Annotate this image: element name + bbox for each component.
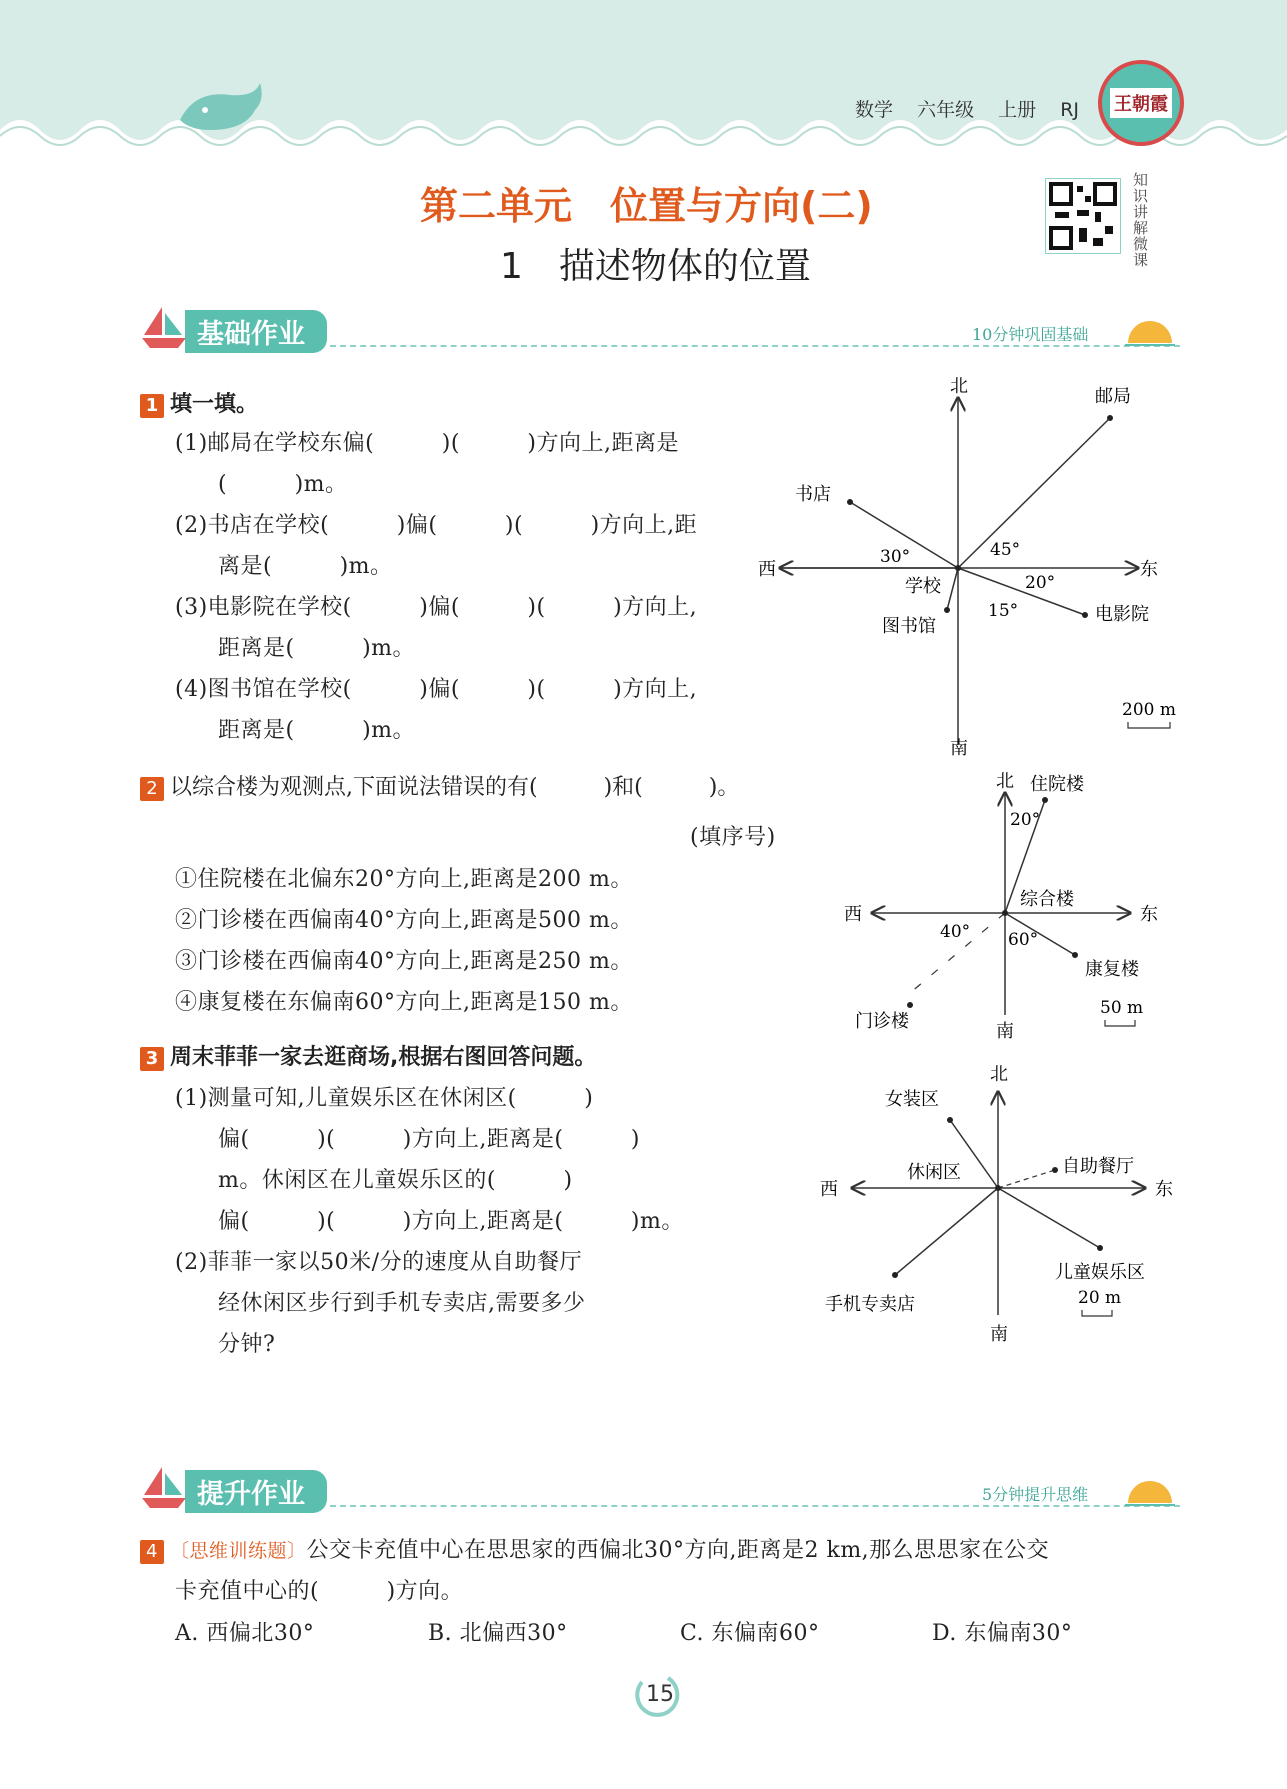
buffet-line xyxy=(998,1170,1055,1188)
label-south: 南 xyxy=(950,738,968,759)
q2-option: ③门诊楼在西偏南40°方向上,距离是250 m。 xyxy=(175,949,633,974)
q1-title-text: 填一填。 xyxy=(170,392,259,417)
inpatient-point xyxy=(1042,797,1048,803)
q4-line-2: 卡充值中心的( )方向。 xyxy=(175,1579,464,1604)
q1-line: 离是( )m。 xyxy=(218,554,393,579)
angle-15: 15° xyxy=(988,601,1019,621)
sailboat-icon xyxy=(140,1465,188,1510)
womens-wear-point xyxy=(947,1117,953,1123)
label-inpatient: 住院楼 xyxy=(1030,774,1084,795)
qr-code-icon[interactable] xyxy=(1045,178,1121,254)
center-point xyxy=(1002,910,1008,916)
section-basic-label: 基础作业 xyxy=(185,310,327,353)
label-east: 东 xyxy=(1155,1179,1173,1200)
q3-compass-diagram xyxy=(810,1060,1190,1350)
q2-option: ①住院楼在北偏东20°方向上,距离是200 m。 xyxy=(175,867,633,892)
scale-label: 200 m xyxy=(1122,700,1176,720)
q3-title-text: 周末菲菲一家去逛商场,根据右图回答问题。 xyxy=(170,1045,597,1070)
label-rehab: 康复楼 xyxy=(1085,959,1139,980)
label-south: 南 xyxy=(990,1324,1008,1345)
q4-line-1 xyxy=(140,1533,1049,1564)
q4-choice-a: A. 西偏北30° xyxy=(175,1621,315,1646)
page-number: 15 xyxy=(646,1682,674,1707)
phone-store-point xyxy=(892,1272,898,1278)
post-office-point xyxy=(1107,415,1113,421)
label-school: 学校 xyxy=(905,576,941,597)
post-office-line xyxy=(958,418,1110,568)
q4-number: 4 xyxy=(140,1540,164,1564)
label-buffet: 自助餐厅 xyxy=(1062,1156,1134,1177)
angle-60: 60° xyxy=(1008,930,1039,950)
library-line xyxy=(947,568,958,610)
q1-line: (4)图书馆在学校( )偏( )( )方向上, xyxy=(175,677,698,702)
section-advanced-divider xyxy=(330,1505,1180,1507)
q2-title-text: 以综合楼为观测点,下面说法错误的有( )和( )。 xyxy=(170,775,740,800)
sailboat-icon xyxy=(140,305,188,350)
rehab-point xyxy=(1072,952,1078,958)
label-bookstore: 书店 xyxy=(795,484,831,505)
school-point xyxy=(955,565,961,571)
label-kids-zone: 儿童娱乐区 xyxy=(1055,1262,1145,1283)
label-outpatient: 门诊楼 xyxy=(855,1011,909,1032)
q3-line: 偏( )( )方向上,距离是( )m。 xyxy=(218,1209,684,1234)
angle-45: 45° xyxy=(990,540,1021,560)
label-east: 东 xyxy=(1140,559,1158,580)
scale-label: 50 m xyxy=(1100,998,1144,1018)
q3-title xyxy=(140,1040,596,1071)
book-info xyxy=(855,95,1097,122)
q1-line: (1)邮局在学校东偏( )( )方向上,距离是 xyxy=(175,431,679,456)
label-womens-wear: 女装区 xyxy=(885,1089,939,1110)
sunset-icon xyxy=(1125,318,1175,348)
q1-line: 距离是( )m。 xyxy=(218,636,416,661)
scale-bar xyxy=(1128,722,1170,728)
qr-label: 知识讲解微课 xyxy=(1131,172,1149,268)
q2-number: 2 xyxy=(140,777,164,801)
whale-icon xyxy=(175,75,275,135)
section-advanced-time: 5分钟提升思维 xyxy=(982,1485,1089,1504)
q3-line: (2)菲菲一家以50米/分的速度从自助餐厅 xyxy=(175,1250,583,1275)
q3-line: (1)测量可知,儿童娱乐区在休闲区( ) xyxy=(175,1086,594,1111)
angle-20: 20° xyxy=(1025,573,1056,593)
q1-line: ( )m。 xyxy=(218,472,348,497)
label-north: 北 xyxy=(950,376,968,397)
label-phone-store: 手机专卖店 xyxy=(825,1294,915,1315)
label-west: 西 xyxy=(844,904,862,925)
q1-title xyxy=(140,387,258,418)
label-east: 东 xyxy=(1140,904,1158,925)
label-north: 北 xyxy=(996,771,1014,792)
angle-40: 40° xyxy=(940,922,971,942)
q1-line: 距离是( )m。 xyxy=(218,718,416,743)
q1-number: 1 xyxy=(140,394,164,418)
q3-line: m。休闲区在儿童娱乐区的( ) xyxy=(218,1168,573,1193)
volume: 上册 xyxy=(998,99,1037,121)
scale-bar xyxy=(1082,1310,1112,1316)
lesson-title: 1 描述物体的位置 xyxy=(500,246,811,287)
label-cinema: 电影院 xyxy=(1095,604,1149,625)
q3-line: 经休闲区步行到手机专卖店,需要多少 xyxy=(218,1291,586,1316)
label-center: 休闲区 xyxy=(907,1162,961,1183)
label-library: 图书馆 xyxy=(882,616,936,637)
q2-title xyxy=(140,770,739,801)
q4-text-1: 公交卡充值中心在思思家的西偏北30°方向,距离是2 km,那么思思家在公交 xyxy=(306,1538,1050,1563)
q3-line: 分钟? xyxy=(218,1332,276,1357)
q1-compass-diagram xyxy=(740,370,1180,760)
angle-30: 30° xyxy=(880,547,911,567)
brand-name: 王朝霞 xyxy=(1110,88,1172,118)
label-west: 西 xyxy=(820,1179,838,1200)
q4-choice-c: C. 东偏南60° xyxy=(680,1621,820,1646)
edition: RJ xyxy=(1060,99,1079,121)
q2-compass-diagram xyxy=(830,765,1170,1055)
q4-choice-d: D. 东偏南30° xyxy=(932,1621,1073,1646)
q3-number: 3 xyxy=(140,1047,164,1071)
q4-choice-b: B. 北偏西30° xyxy=(428,1621,568,1646)
q2-option: ④康复楼在东偏南60°方向上,距离是150 m。 xyxy=(175,990,633,1015)
label-center: 综合楼 xyxy=(1020,889,1074,910)
q2-option: ②门诊楼在西偏南40°方向上,距离是500 m。 xyxy=(175,908,633,933)
q3-line: 偏( )( )方向上,距离是( ) xyxy=(218,1127,640,1152)
q1-line: (2)书店在学校( )偏( )( )方向上,距 xyxy=(175,513,698,538)
kids-zone-point xyxy=(1097,1245,1103,1251)
buffet-point xyxy=(1052,1167,1058,1173)
q1-line: (3)电影院在学校( )偏( )( )方向上, xyxy=(175,595,698,620)
cinema-point xyxy=(1082,612,1088,618)
cinema-line xyxy=(958,568,1085,615)
brand-logo xyxy=(1098,60,1184,146)
angle-20: 20° xyxy=(1010,810,1041,830)
scale-bar xyxy=(1105,1020,1135,1026)
section-basic-divider xyxy=(330,345,1180,347)
subject: 数学 xyxy=(855,99,894,121)
bookstore-point xyxy=(847,499,853,505)
section-advanced-label: 提升作业 xyxy=(185,1470,327,1513)
label-west: 西 xyxy=(758,559,776,580)
center-point xyxy=(995,1185,1001,1191)
label-post-office: 邮局 xyxy=(1095,386,1131,407)
section-basic-time: 10分钟巩固基础 xyxy=(972,325,1089,344)
q4-tag: 〔思维训练题〕 xyxy=(170,1540,307,1562)
phone-store-line xyxy=(895,1188,998,1275)
kids-zone-line xyxy=(998,1188,1100,1248)
outpatient-point xyxy=(907,1002,913,1008)
sunset-icon xyxy=(1125,1478,1175,1508)
q2-note: (填序号) xyxy=(690,825,776,850)
label-north: 北 xyxy=(990,1064,1008,1085)
unit-title: 第二单元 位置与方向(二) xyxy=(420,184,873,228)
grade: 六年级 xyxy=(917,99,975,121)
label-south: 南 xyxy=(996,1021,1014,1042)
scale-label: 20 m xyxy=(1078,1288,1122,1308)
library-point xyxy=(944,607,950,613)
